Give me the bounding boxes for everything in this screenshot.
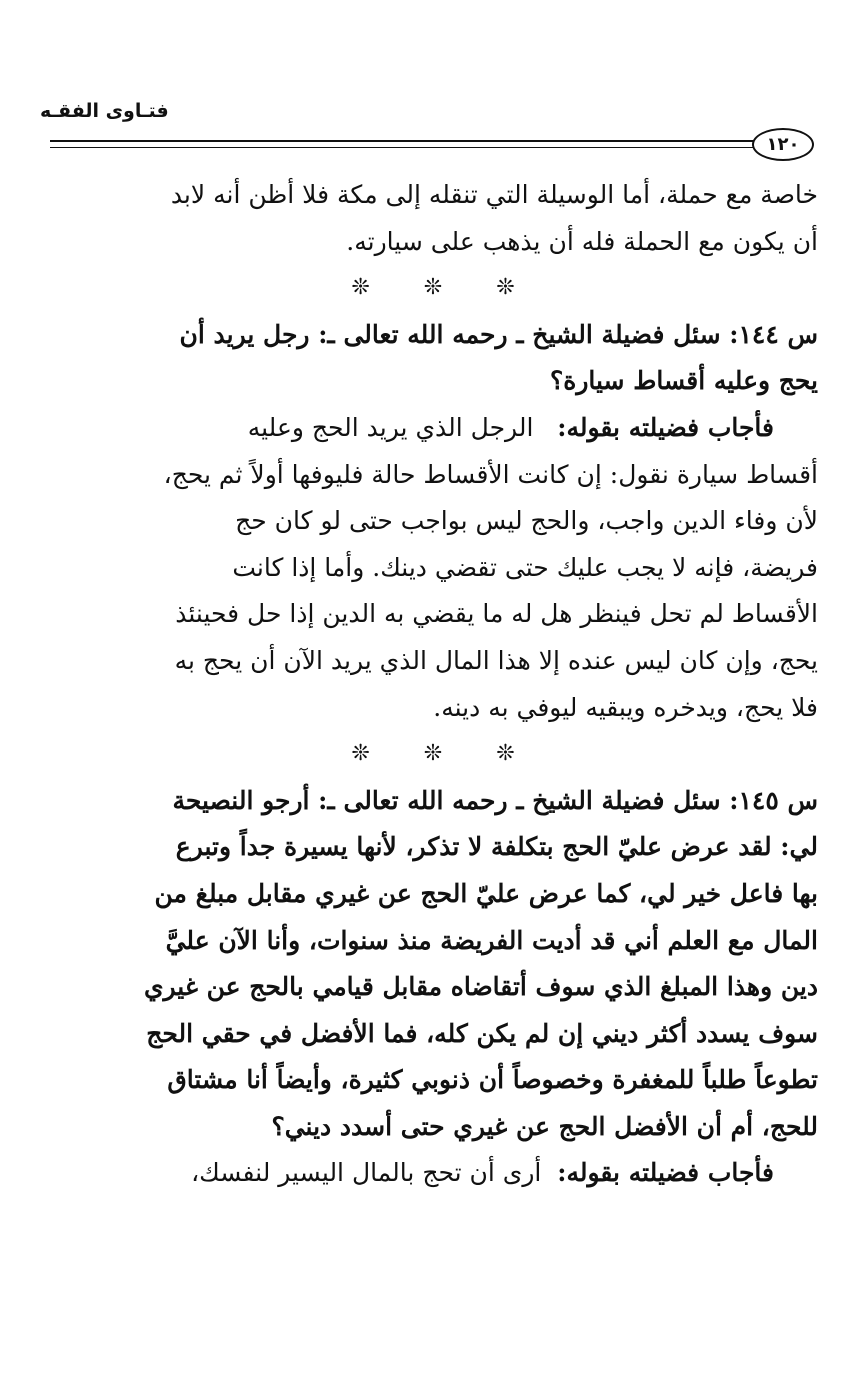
section-separator	[48, 265, 818, 312]
text-line: لأن وفاء الدين واجب، والحج ليس بواجب حتى لو كان حج	[235, 506, 818, 536]
answer-text: الرجل الذي يريد الحج وعليه	[247, 412, 534, 442]
answer-intro: فأجاب فضيلته بقوله:	[557, 1158, 774, 1188]
text-line: الأقساط لم تحل فينظر هل له ما يقضي به الدين إذا حل فحينئذ	[175, 599, 818, 629]
answer-intro: فأجاب فضيلته بقوله:	[557, 412, 774, 442]
text-line: أن يكون مع الحملة فله أن يذهب على سيارته.	[346, 226, 818, 256]
answer-line	[48, 405, 818, 452]
answer-text: أرى أن تحج بالمال اليسير لنفسك،	[191, 1158, 542, 1188]
separator-star-icon: ❊	[496, 275, 541, 301]
separator-star-icon: ❊	[351, 275, 396, 301]
question-text: للحج، أم أن الأفضل الحج عن غيري حتى أسدد ديني؟	[271, 1111, 818, 1141]
separator-star-icon: ❊	[351, 741, 396, 767]
question-text: دين وهذا المبلغ الذي سوف أتقاضاه مقابل قيامي بالحج عن غيري	[143, 972, 818, 1002]
separator-star-icon: ❊	[423, 741, 469, 767]
question-heading: س ١٤٤: سئل فضيلة الشيخ ـ رحمه الله تعالى ـ: رجل يريد أن	[179, 319, 818, 349]
text-line: فلا يحج، ويدخره ويبقيه ليوفي به دينه.	[433, 692, 818, 722]
running-title: فتـاوى الفقـه	[40, 100, 169, 122]
question-text: سوف يسدد أكثر ديني إن لم يكن كله، فما الأفضل في حقي الحج	[146, 1018, 818, 1048]
separator-star-icon: ❊	[496, 741, 541, 767]
question-heading: يحج وعليه أقساط سيارة؟	[549, 366, 818, 396]
text-line: يحج، وإن كان ليس عنده إلا هذا المال الذي يريد الآن أن يحج به	[174, 645, 818, 675]
section-separator	[48, 731, 818, 778]
page-number: ١٢٠	[752, 128, 814, 161]
separator-star-icon: ❊	[423, 275, 469, 301]
answer-line	[48, 1150, 818, 1197]
text-line: فريضة، فإنه لا يجب عليك حتى تقضي دينك. وأما إذا كانت	[232, 552, 818, 582]
question-text: تطوعاً طلباً للمغفرة وخصوصاً أن ذنوبي كثيرة، وأيضاً أنا مشتاق	[167, 1065, 818, 1095]
question-heading: س ١٤٥: سئل فضيلة الشيخ ـ رحمه الله تعالى ـ: أرجو النصيحة	[172, 785, 818, 815]
question-text: لي: لقد عرض عليّ الحج بتكلفة لا تذكر، لأنها يسيرة جداً وتبرع	[175, 832, 818, 862]
header-rule	[50, 140, 756, 142]
text-line: خاصة مع حملة، أما الوسيلة التي تنقله إلى مكة فلا أظن أنه لابد	[170, 180, 818, 209]
question-text: المال مع العلم أني قد أديت الفريضة منذ سنوات، وأنا الآن عليَّ	[165, 925, 818, 955]
page-body	[48, 172, 818, 1197]
text-line: أقساط سيارة نقول: إن كانت الأقساط حالة فليوفها أولاً ثم يحج،	[163, 459, 818, 489]
header-rule-thin	[50, 147, 756, 148]
question-text: بها فاعل خير لي، كما عرض عليّ الحج عن غيري مقابل مبلغ من	[154, 878, 818, 908]
